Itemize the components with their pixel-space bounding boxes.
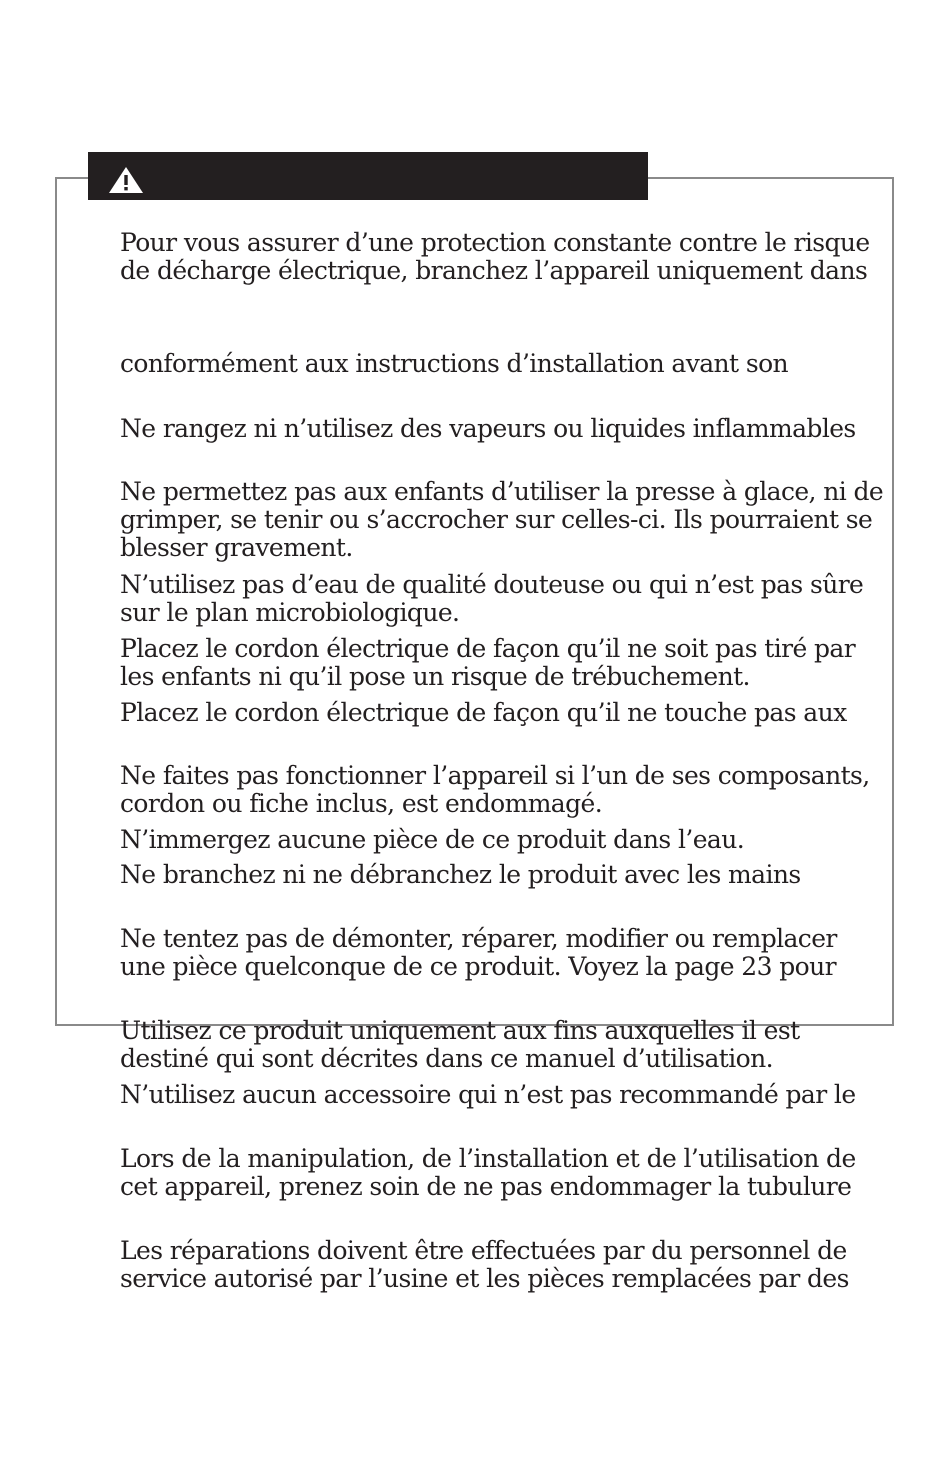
warning-text-line: blesser gravement. xyxy=(120,533,353,562)
warning-text-line: Placez le cordon électrique de façon qu’il ne touche pas aux xyxy=(120,698,847,727)
warning-text-line: Ne faites pas fonctionner l’appareil si l’un de ses composants, xyxy=(120,761,870,790)
warning-header-bar xyxy=(88,152,648,200)
warning-text-line: Ne branchez ni ne débranchez le produit avec les mains xyxy=(120,860,801,889)
warning-text-line: Ne rangez ni n’utilisez des vapeurs ou liquides inflammables xyxy=(120,414,856,443)
warning-text-line: une pièce quelconque de ce produit. Voyez la page 23 pour xyxy=(120,952,836,981)
warning-text-line: Placez le cordon électrique de façon qu’il ne soit pas tiré par xyxy=(120,634,856,663)
warning-text-line: grimper, se tenir ou s’accrocher sur celles-ci. Ils pourraient se xyxy=(120,505,873,534)
warning-text-line: de décharge électrique, branchez l’appareil uniquement dans xyxy=(120,256,868,285)
warning-text-line: Les réparations doivent être effectuées par du personnel de xyxy=(120,1236,847,1265)
warning-text-line: Ne tentez pas de démonter, réparer, modifier ou remplacer xyxy=(120,924,837,953)
warning-text-line: service autorisé par l’usine et les pièces remplacées par des xyxy=(120,1264,849,1293)
warning-text-line: Ne permettez pas aux enfants d’utiliser la presse à glace, ni de xyxy=(120,477,884,506)
warning-text-line: cordon ou fiche inclus, est endommagé. xyxy=(120,789,603,818)
warning-text-line: destiné qui sont décrites dans ce manuel d’utilisation. xyxy=(120,1044,773,1073)
warning-text-line: conformément aux instructions d’installation avant son xyxy=(120,349,789,378)
warning-text-line: sur le plan microbiologique. xyxy=(120,598,460,627)
warning-text-line: les enfants ni qu’il pose un risque de trébuchement. xyxy=(120,662,750,691)
warning-text-line: cet appareil, prenez soin de ne pas endommager la tubulure xyxy=(120,1172,852,1201)
warning-text-line: Pour vous assurer d’une protection constante contre le risque xyxy=(120,228,870,257)
warning-text-line: N’utilisez pas d’eau de qualité douteuse ou qui n’est pas sûre xyxy=(120,570,864,599)
warning-text-line: N’utilisez aucun accessoire qui n’est pas recommandé par le xyxy=(120,1080,856,1109)
warning-text-line: Lors de la manipulation, de l’installation et de l’utilisation de xyxy=(120,1144,856,1173)
warning-triangle-icon xyxy=(108,166,144,194)
warning-text-line: N’immergez aucune pièce de ce produit dans l’eau. xyxy=(120,825,745,854)
warning-text-line: Utilisez ce produit uniquement aux fins auxquelles il est xyxy=(120,1016,800,1045)
